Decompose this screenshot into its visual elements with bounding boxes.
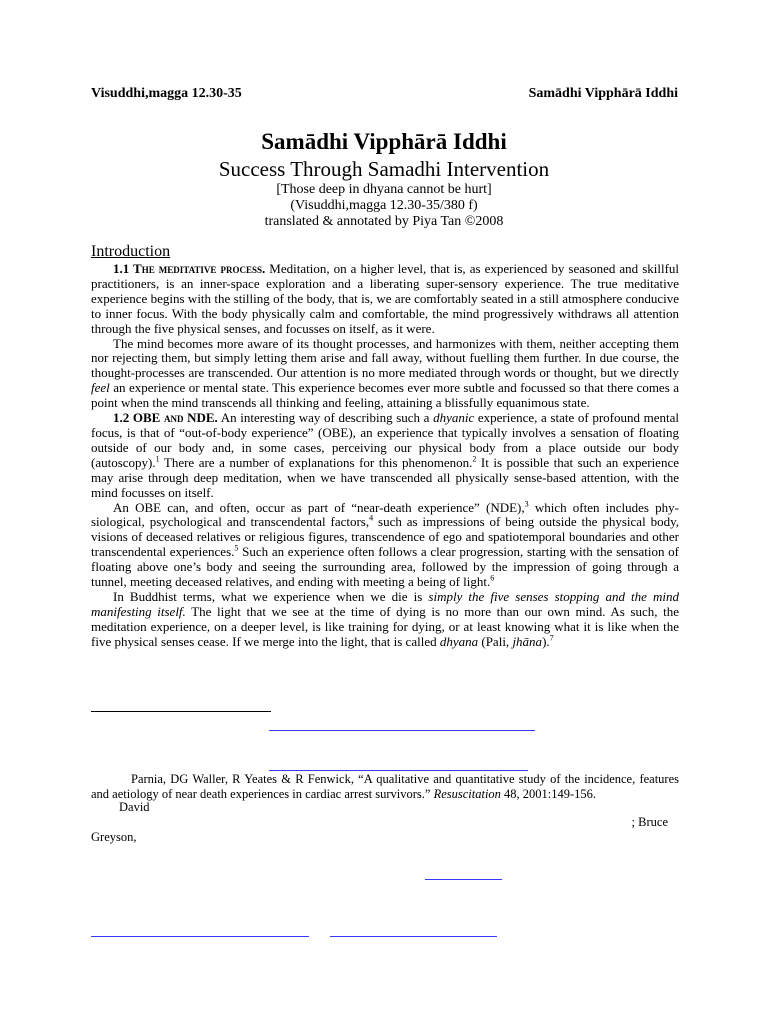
footnote-link-4[interactable]: [91, 936, 309, 937]
footnote-ref-4[interactable]: 4: [369, 514, 374, 524]
footnote-separator: [91, 711, 271, 712]
paragraph-text: An interesting way of describing such a: [220, 410, 430, 426]
paragraph-1-1: [91, 262, 679, 337]
paragraph-2: [91, 337, 679, 412]
paragraph-text: The light that we see at the time of dying is no more than our own mind. As such, the meditation experience, on a deeper level, is like training for dying, or at least knowing what it is like when the five physical senses cease. If we merge into the light, that is called: [91, 603, 679, 649]
section-label-1-2-b: NDE.: [187, 410, 218, 426]
footnote-link-1[interactable]: [269, 730, 535, 731]
paragraph-text: such as impressions of being outside the physical body, visions of deceased relatives or religious figures, transcendence of ego and spatiotemporal boundaries and other transcendental experiences.: [91, 514, 679, 560]
footnote-ref-2[interactable]: 2: [472, 454, 477, 464]
title-tagline: [Those deep in dhyana cannot be hurt]: [276, 182, 492, 197]
footnote-ref-3[interactable]: 3: [524, 499, 529, 509]
paragraph-text: experience, a state of profound mental focus, is that of “out-of-body experience” (OBE), an experience that typically involves a sensation of floating outside of our body and, in some cases, perceiving our physical body from a place outside our body (autoscopy).: [91, 410, 679, 470]
paragraph-5: [91, 590, 679, 650]
paragraph-text: In Buddhist terms, what we experience when we die is: [113, 588, 423, 604]
footnote-ref-1[interactable]: 1: [155, 454, 160, 464]
section-label-1-1: 1.1 The meditative process.: [113, 261, 266, 276]
footnote-author: Greyson,: [91, 830, 137, 844]
footnote-ref-7[interactable]: 7: [549, 633, 554, 643]
footnote-citation: [91, 772, 679, 801]
paragraph-1-2: [91, 411, 679, 500]
footnote-ref-6[interactable]: 6: [490, 573, 495, 583]
paragraph-text: Such an experience often follows a clear progression, starting with the sensation of floating above one’s body and seeing the surrounding area, followed by the impression of going through a tunnel, meeting deceased relatives, and ending with meeting a being of light.: [91, 544, 679, 590]
section-label-1-2-a: 1.2 OBE: [113, 410, 161, 426]
title-credit: translated & annotated by Piya Tan ©2008: [264, 214, 504, 229]
paragraph-text: ).: [542, 633, 550, 649]
footnote-link-5[interactable]: [330, 936, 497, 937]
paragraph-text: an experience or mental state. This experience becomes ever more subtle and focussed so that there comes a point when the mind transcends all thinking and feeling, attaining a blissfully equanimous state.: [91, 380, 679, 411]
footnote-author: ; Bruce: [631, 815, 668, 829]
running-header-right: Samādhi Vipphārā Iddhi: [528, 86, 678, 101]
footnote-ref-5[interactable]: 5: [234, 543, 239, 553]
main-text: [91, 242, 679, 650]
document-title: Samādhi Vipphārā Iddhi: [261, 129, 507, 154]
paragraph-text: Meditation, on a higher level, that is, as experienced by seasoned and skillful practitioners, is an inner-space exploration and a liberating super-sensory experience. The true meditative experience begins with the stilling of the body, that is, we are comfortably seated in a still atmosphere conducive to inner focus. With the body physically calm and comfortable, the mind progressively withdraws all attention through the five physical senses, and focusses on itself, as it were.: [91, 261, 680, 336]
footnote-link-2[interactable]: [269, 770, 528, 771]
paragraph-text: There are a number of explanations for this phenomenon.: [163, 454, 473, 470]
footnote-author: David: [119, 800, 150, 814]
paragraph-4: [91, 501, 679, 590]
footnote-journal: Resuscitation: [433, 786, 501, 801]
title-block: [0, 128, 768, 230]
emphasis-text: feel: [91, 380, 110, 396]
section-label-1-2-and: and: [163, 410, 184, 426]
title-reference: (Visuddhi,magga 12.30-35/380 f): [290, 198, 478, 213]
section-heading-introduction: Introduction: [91, 243, 171, 260]
document-subtitle: Success Through Samadhi Intervention: [218, 157, 550, 181]
paragraph-text: It is possible that such an experience may arise through deep meditation, when we have transcended all physically sense-based attention, with the mind focusses on itself.: [91, 454, 679, 500]
paragraph-text: The mind becomes more aware of its thought processes, and harmonizes with them, neither accepting them nor rejecting them, but simply letting them arise and fall away, without fuelling them further. In due course, the thought-processes are transcended. Our attention is no more mediated through words or thought, but we directly: [91, 335, 679, 381]
paragraph-text: (Pali,: [481, 633, 510, 649]
emphasis-text: dhyanic: [433, 410, 475, 426]
footnote-link-3[interactable]: [425, 879, 502, 880]
footnote-text: Parnia, DG Waller, R Yeates & R Fenwick, “A qualitative and quantitative study of the incidence, features and aetiology of near death experiences in cardiac arrest survivors.”: [91, 772, 679, 801]
footnote-text: 48, 2001:149-156.: [504, 786, 597, 801]
paragraph-text: which often includes physiological, psychological and transcendental factors,: [91, 499, 680, 530]
paragraph-text: An OBE can, and often, occur as part of “near-death experience” (NDE),: [113, 499, 525, 515]
running-header-left: Visuddhi,magga 12.30-35: [91, 86, 242, 101]
emphasis-text: simply the five senses stopping and the mind manifesting itself.: [91, 588, 679, 619]
emphasis-text: jhāna: [512, 633, 543, 649]
emphasis-text: dhyana: [439, 633, 479, 649]
